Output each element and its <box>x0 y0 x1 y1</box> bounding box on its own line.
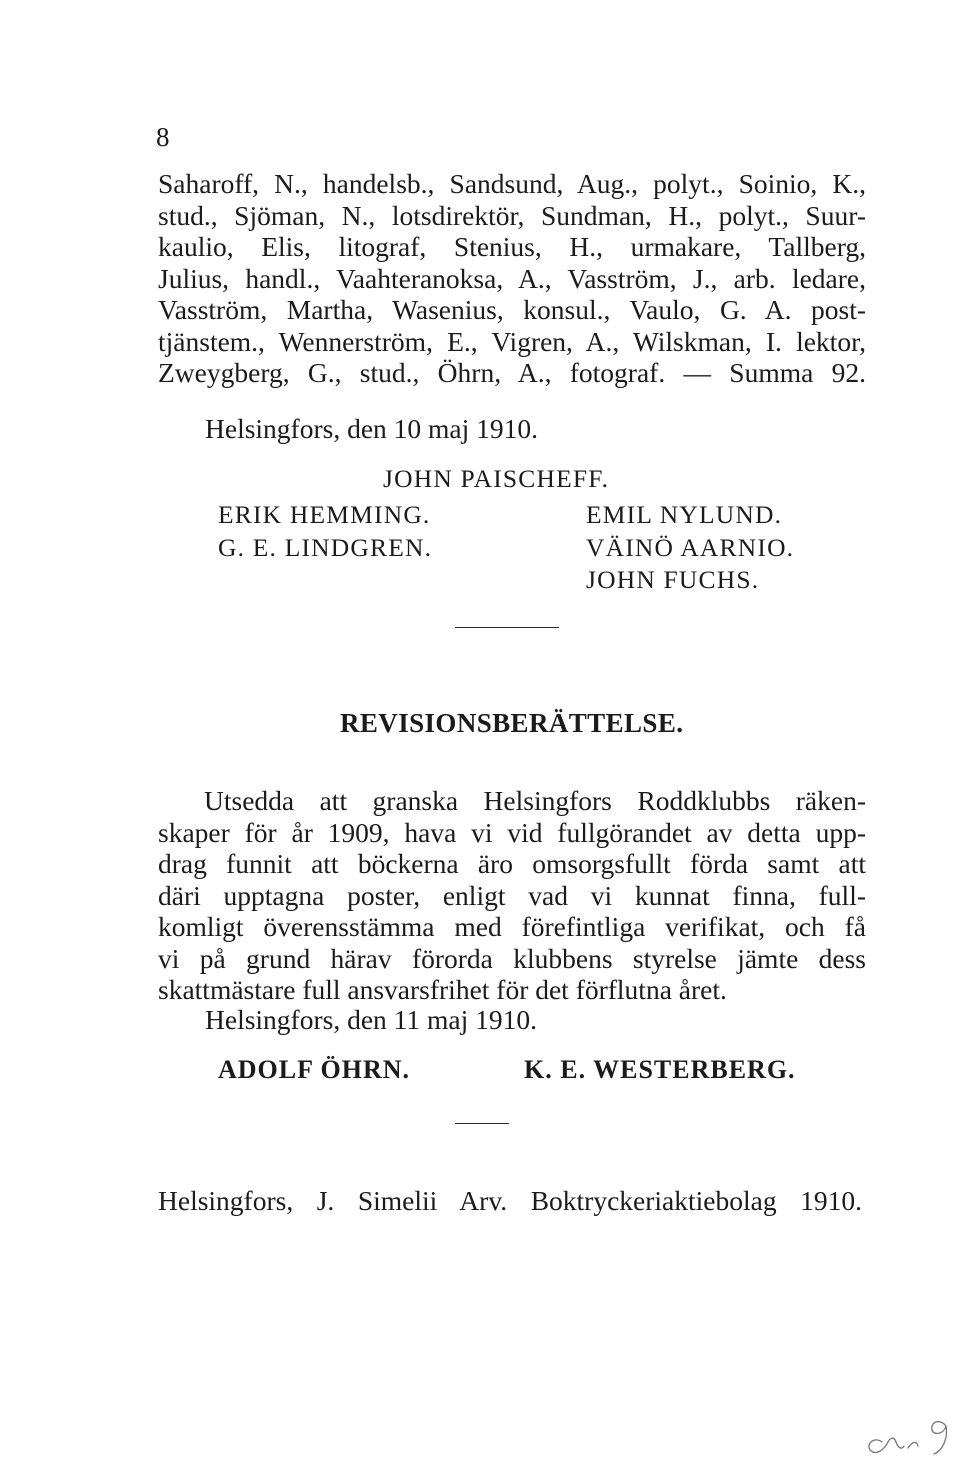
board-date: Helsingfors, den 10 maj 1910. <box>205 413 539 444</box>
audit-heading: REVISIONSBERÄTTELSE. <box>340 708 684 738</box>
member-list-line: kaulio, Elis, litograf, Stenius, H., urmakare, Tallberg, <box>158 231 866 262</box>
section-divider <box>455 627 559 628</box>
member-list-line: tjänstem., Wennerström, E., Vigren, A., Wilskman, I. lektor, <box>158 325 866 357</box>
member-list-line: Zweygberg, G., stud., Öhrn, A., fotograf. — Summa 92. <box>158 357 866 388</box>
audit-line: drag funnit att böckerna äro omsorgsfullt förda samt att <box>158 848 866 879</box>
signature-paischeff: JOHN PAISCHEFF. <box>383 464 610 493</box>
pencil-annotation-mark <box>860 1412 952 1456</box>
member-list-line: Saharoff, N., handelsb., Sandsund, Aug., polyt., Soinio, K., <box>158 168 866 199</box>
audit-line: skattmästare full ansvarsfrihet för det förflutna året. <box>158 974 727 1005</box>
member-list-line: Julius, handl., Vaahteranoksa, A., Vasström, J., arb. ledare, <box>158 262 866 294</box>
signature-hemming: ERIK HEMMING. <box>218 500 431 529</box>
signature-nylund: EMIL NYLUND. <box>586 500 783 529</box>
audit-line: komligt överensstämma med förefintliga verifikat, och få <box>158 911 866 942</box>
audit-date: Helsingfors, den 11 maj 1910. <box>205 1004 537 1035</box>
signature-westerberg: K. E. WESTERBERG. <box>524 1055 796 1084</box>
audit-line: skaper för år 1909, hava vi vid fullgörandet av detta upp- <box>158 816 866 848</box>
audit-line: däri upptagna poster, enligt vad vi kunnat finna, full- <box>158 879 866 911</box>
page-number: 8 <box>156 122 170 152</box>
end-divider <box>455 1123 509 1124</box>
member-list-line: stud., Sjöman, N., lotsdirektör, Sundman, H., polyt., Suur- <box>158 199 866 231</box>
signature-ohrn: ADOLF ÖHRN. <box>218 1055 411 1084</box>
audit-paragraph <box>158 785 866 1006</box>
printer-imprint: Helsingfors, J. Simelii Arv. Boktryckeriaktiebolag 1910. <box>158 1185 862 1216</box>
audit-line: vi på grund härav förorda klubbens styrelse jämte dess <box>158 942 866 974</box>
audit-line: Utsedda att granska Helsingfors Roddklubbs räken- <box>204 785 866 816</box>
signature-aarnio: VÄINÖ AARNIO. <box>586 533 795 562</box>
signature-lindgren: G. E. LINDGREN. <box>218 533 433 562</box>
signature-fuchs: JOHN FUCHS. <box>586 565 760 594</box>
member-list-paragraph <box>158 168 866 389</box>
member-list-line: Vasström, Martha, Wasenius, konsul., Vaulo, G. A. post- <box>158 294 866 325</box>
